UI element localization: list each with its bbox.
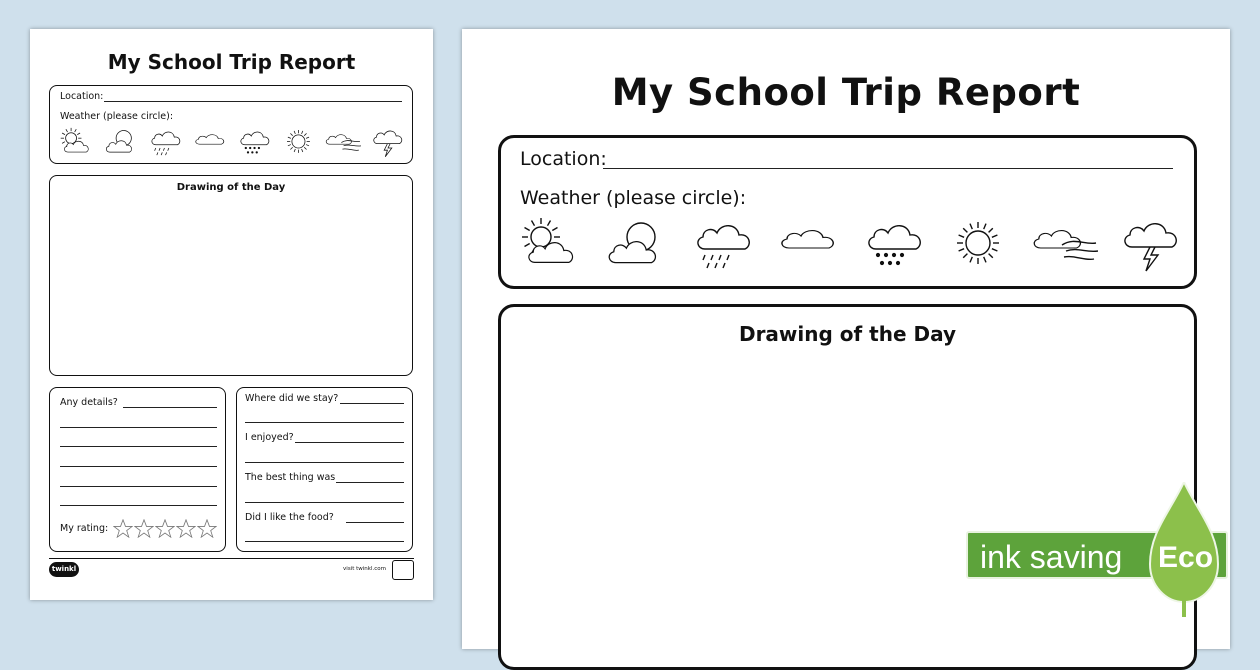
sun-cloud-icon [517,215,583,273]
location-label: Location: [60,91,104,102]
location-weather-box [49,85,413,164]
details-line [60,446,217,447]
details-line [60,505,217,506]
star-icon [155,519,175,538]
drawing-heading-large: Drawing of the Day [738,322,957,346]
details-line [60,466,217,467]
ink-saving-text: ink saving [980,539,1123,575]
drawing-heading: Drawing of the Day [176,182,286,193]
rating-stars [113,519,217,538]
worksheet-preview-page [30,29,433,600]
snow-cloud-icon [860,215,926,273]
lightning-cloud-icon [1118,215,1184,273]
location-line-large [603,168,1173,169]
answer-line [245,462,404,463]
question-stay: Where did we stay? [245,393,339,404]
rain-cloud-icon [147,126,183,158]
question-enjoyed: I enjoyed? [245,432,294,443]
eco-label: Eco [1158,541,1214,574]
details-box [49,387,226,552]
questions-box [236,387,413,552]
weather-icons-row-large [517,215,1184,277]
sun-icon [946,215,1012,273]
windy-cloud-icon [325,126,361,158]
answer-line [340,403,404,404]
star-icon [113,519,133,538]
cloud-icon [192,126,228,158]
location-weather-box-large [498,135,1197,289]
answer-line [245,502,404,503]
weather-label: Weather (please circle): [60,111,174,122]
answer-line [295,442,404,443]
question-best-thing: The best thing was [245,472,336,483]
star-icon [134,519,154,538]
worksheet-title-large: My School Trip Report [611,71,1081,114]
answer-line [245,541,404,542]
footer-divider [49,558,414,559]
footer-url: visit twinkl.com [343,566,386,572]
answer-line [336,482,404,483]
lightning-cloud-icon [370,126,406,158]
worksheet-title: My School Trip Report [107,50,356,74]
location-label-large: Location: [520,148,607,170]
star-icon [176,519,196,538]
sun-icon [281,126,317,158]
weather-label-large: Weather (please circle): [520,187,747,209]
answer-line [245,422,404,423]
details-label: Any details? [60,397,118,408]
cloud-icon [775,215,841,273]
details-line [123,407,217,408]
snow-cloud-icon [236,126,272,158]
rain-cloud-icon [689,215,755,273]
windy-cloud-icon [1032,215,1098,273]
twinkl-logo: twinkl [49,562,79,577]
ink-saving-eco-badge [966,482,1256,617]
weather-icons-row [58,126,406,156]
answer-line [346,522,404,523]
cloud-moon-icon [103,126,139,158]
footer-badge-icon [392,560,414,580]
drawing-box [49,175,413,376]
sun-cloud-icon [58,126,94,158]
details-line [60,486,217,487]
cloud-moon-icon [603,215,669,273]
question-food: Did I like the food? [245,512,334,523]
details-line [60,427,217,428]
rating-label: My rating: [60,523,109,534]
location-line [104,101,402,102]
star-icon [197,519,217,538]
